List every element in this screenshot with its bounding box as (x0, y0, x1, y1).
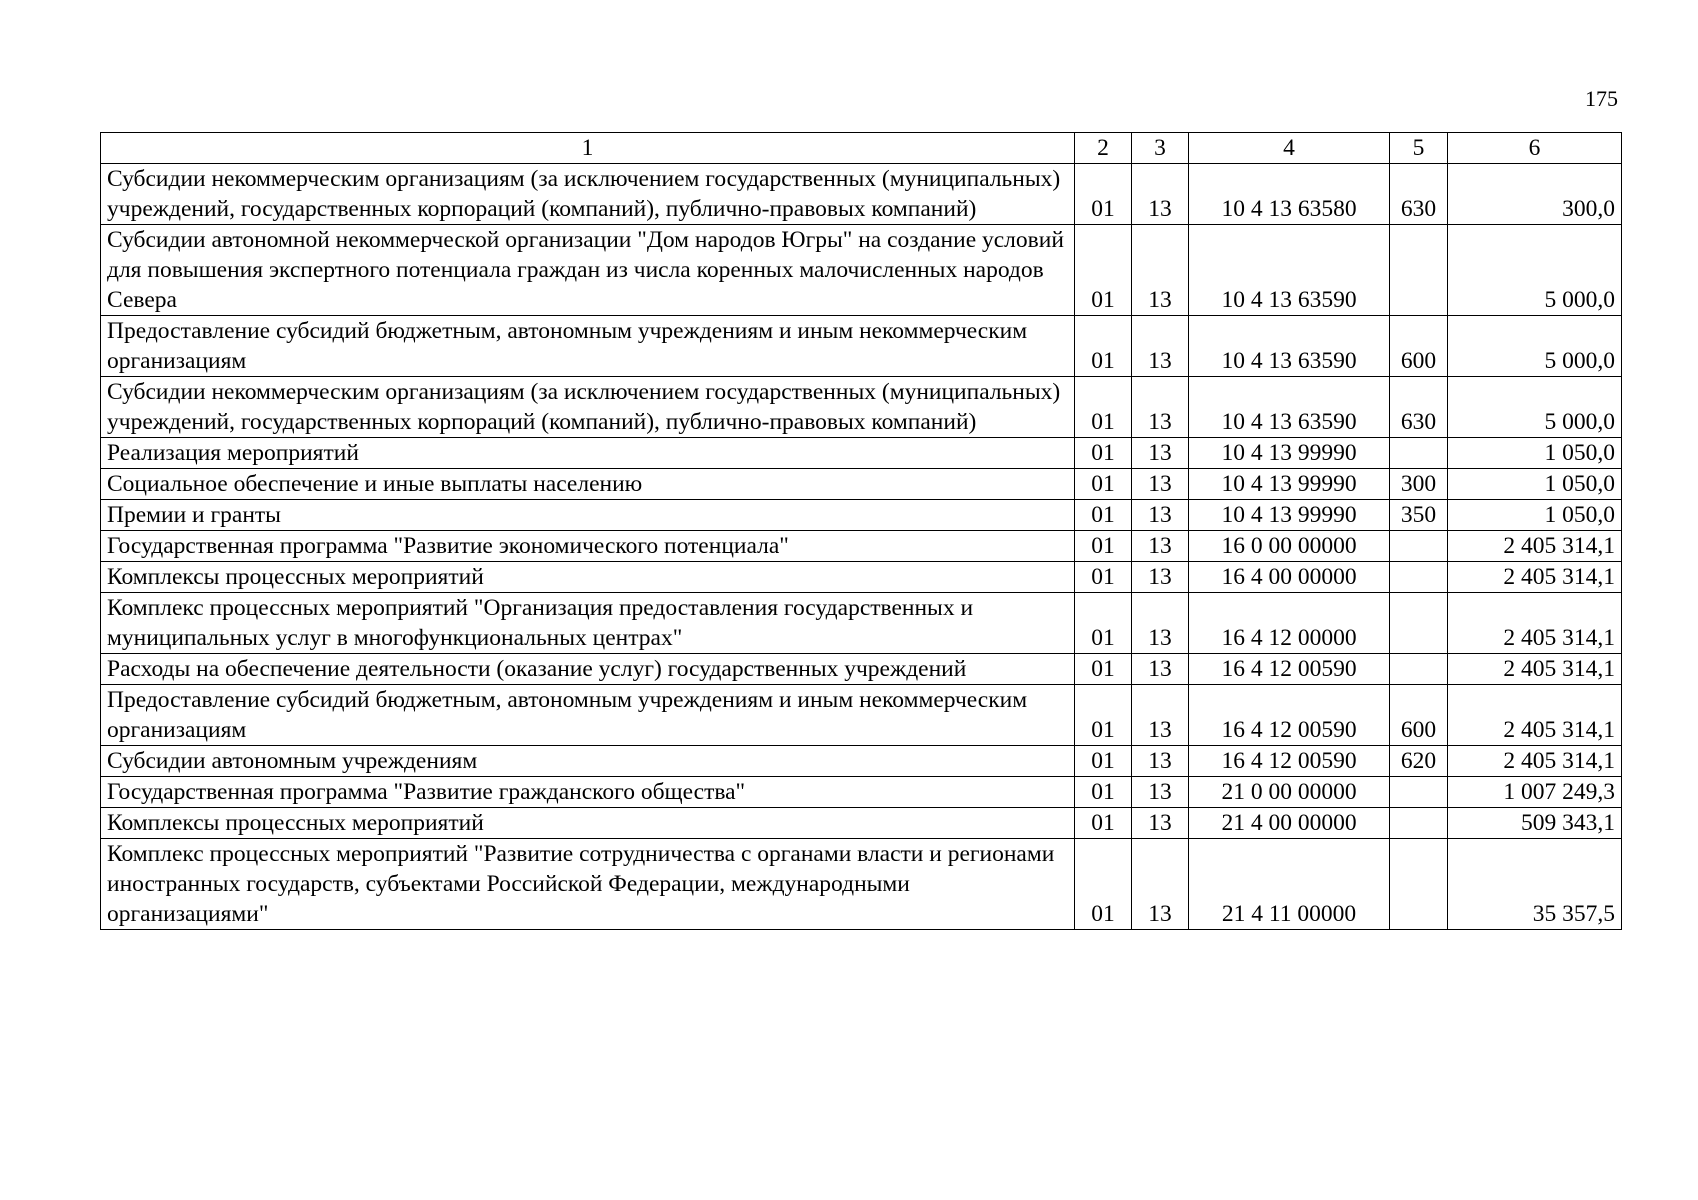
table-row (101, 316, 1622, 377)
table-row (101, 469, 1622, 500)
expense-type-code (1390, 531, 1448, 562)
table-row (101, 654, 1622, 685)
subsection-code: 13 (1132, 808, 1189, 839)
amount: 2 405 314,1 (1448, 593, 1622, 654)
target-item-code: 10 4 13 99990 (1189, 438, 1390, 469)
item-name: Социальное обеспечение и иные выплаты населению (101, 469, 1075, 500)
amount: 1 007 249,3 (1448, 777, 1622, 808)
section-code: 01 (1075, 593, 1132, 654)
budget-table (100, 132, 1622, 930)
item-name: Государственная программа "Развитие гражданского общества" (101, 777, 1075, 808)
item-name: Субсидии автономным учреждениям (101, 746, 1075, 777)
section-code: 01 (1075, 808, 1132, 839)
amount: 2 405 314,1 (1448, 685, 1622, 746)
subsection-code: 13 (1132, 746, 1189, 777)
item-name: Комплексы процессных мероприятий (101, 808, 1075, 839)
amount: 35 357,5 (1448, 839, 1622, 930)
expense-type-code: 620 (1390, 746, 1448, 777)
expense-type-code: 630 (1390, 377, 1448, 438)
item-name: Субсидии некоммерческим организациям (за исключением государственных (муниципальных) учреждений, государственных корпораций (компаний), публично-правовых компаний) (101, 377, 1075, 438)
target-item-code: 16 4 12 00590 (1189, 654, 1390, 685)
table-row (101, 839, 1622, 930)
section-code: 01 (1075, 316, 1132, 377)
amount: 1 050,0 (1448, 500, 1622, 531)
expense-type-code (1390, 593, 1448, 654)
subsection-code: 13 (1132, 654, 1189, 685)
amount: 509 343,1 (1448, 808, 1622, 839)
expense-type-code (1390, 839, 1448, 930)
table-row (101, 746, 1622, 777)
table-row (101, 377, 1622, 438)
table-row (101, 164, 1622, 225)
section-code: 01 (1075, 225, 1132, 316)
item-name: Предоставление субсидий бюджетным, автономным учреждениям и иным некоммерческим организациям (101, 316, 1075, 377)
section-code: 01 (1075, 469, 1132, 500)
target-item-code: 16 4 12 00590 (1189, 685, 1390, 746)
header-cell-3: 3 (1132, 133, 1189, 164)
expense-type-code (1390, 562, 1448, 593)
page-number: 175 (1585, 86, 1618, 111)
expense-type-code: 630 (1390, 164, 1448, 225)
table-row (101, 808, 1622, 839)
amount: 1 050,0 (1448, 469, 1622, 500)
header-cell-6: 6 (1448, 133, 1622, 164)
expense-type-code (1390, 777, 1448, 808)
expense-type-code (1390, 808, 1448, 839)
item-name: Комплекс процессных мероприятий "Развитие сотрудничества с органами власти и регионами иностранных государств, субъектами Российской Федерации, международными организациями" (101, 839, 1075, 930)
expense-type-code (1390, 225, 1448, 316)
target-item-code: 16 4 12 00000 (1189, 593, 1390, 654)
item-name: Расходы на обеспечение деятельности (оказание услуг) государственных учреждений (101, 654, 1075, 685)
target-item-code: 21 0 00 00000 (1189, 777, 1390, 808)
header-cell-4: 4 (1189, 133, 1390, 164)
amount: 300,0 (1448, 164, 1622, 225)
target-item-code: 16 4 00 00000 (1189, 562, 1390, 593)
table-row (101, 777, 1622, 808)
header-cell-5: 5 (1390, 133, 1448, 164)
expense-type-code: 600 (1390, 685, 1448, 746)
subsection-code: 13 (1132, 225, 1189, 316)
section-code: 01 (1075, 438, 1132, 469)
item-name: Субсидии автономной некоммерческой организации "Дом народов Югры" на создание условий для повышения экспертного потенциала граждан из числа коренных малочисленных народов Севера (101, 225, 1075, 316)
header-cell-2: 2 (1075, 133, 1132, 164)
table-row (101, 531, 1622, 562)
table-row (101, 685, 1622, 746)
item-name: Премии и гранты (101, 500, 1075, 531)
header-row (101, 133, 1622, 164)
target-item-code: 10 4 13 63580 (1189, 164, 1390, 225)
target-item-code: 10 4 13 63590 (1189, 377, 1390, 438)
subsection-code: 13 (1132, 839, 1189, 930)
section-code: 01 (1075, 377, 1132, 438)
subsection-code: 13 (1132, 500, 1189, 531)
amount: 5 000,0 (1448, 225, 1622, 316)
section-code: 01 (1075, 500, 1132, 531)
section-code: 01 (1075, 777, 1132, 808)
expense-type-code: 600 (1390, 316, 1448, 377)
table-row (101, 225, 1622, 316)
table-row (101, 500, 1622, 531)
subsection-code: 13 (1132, 562, 1189, 593)
subsection-code: 13 (1132, 316, 1189, 377)
subsection-code: 13 (1132, 438, 1189, 469)
item-name: Государственная программа "Развитие экономического потенциала" (101, 531, 1075, 562)
header-cell-1: 1 (101, 133, 1075, 164)
expense-type-code (1390, 438, 1448, 469)
amount: 2 405 314,1 (1448, 531, 1622, 562)
target-item-code: 10 4 13 99990 (1189, 500, 1390, 531)
expense-type-code: 300 (1390, 469, 1448, 500)
target-item-code: 21 4 00 00000 (1189, 808, 1390, 839)
table-row (101, 438, 1622, 469)
section-code: 01 (1075, 839, 1132, 930)
subsection-code: 13 (1132, 777, 1189, 808)
section-code: 01 (1075, 531, 1132, 562)
subsection-code: 13 (1132, 593, 1189, 654)
subsection-code: 13 (1132, 377, 1189, 438)
target-item-code: 16 4 12 00590 (1189, 746, 1390, 777)
expense-type-code (1390, 654, 1448, 685)
section-code: 01 (1075, 685, 1132, 746)
target-item-code: 10 4 13 63590 (1189, 316, 1390, 377)
amount: 2 405 314,1 (1448, 562, 1622, 593)
subsection-code: 13 (1132, 164, 1189, 225)
item-name: Предоставление субсидий бюджетным, автономным учреждениям и иным некоммерческим организациям (101, 685, 1075, 746)
expense-type-code: 350 (1390, 500, 1448, 531)
section-code: 01 (1075, 562, 1132, 593)
subsection-code: 13 (1132, 685, 1189, 746)
section-code: 01 (1075, 164, 1132, 225)
section-code: 01 (1075, 746, 1132, 777)
table-row (101, 562, 1622, 593)
item-name: Реализация мероприятий (101, 438, 1075, 469)
target-item-code: 21 4 11 00000 (1189, 839, 1390, 930)
section-code: 01 (1075, 654, 1132, 685)
target-item-code: 16 0 00 00000 (1189, 531, 1390, 562)
target-item-code: 10 4 13 99990 (1189, 469, 1390, 500)
item-name: Комплекс процессных мероприятий "Организация предоставления государственных и муниципальных услуг в многофункциональных центрах" (101, 593, 1075, 654)
amount: 2 405 314,1 (1448, 654, 1622, 685)
table-row (101, 593, 1622, 654)
target-item-code: 10 4 13 63590 (1189, 225, 1390, 316)
subsection-code: 13 (1132, 469, 1189, 500)
amount: 1 050,0 (1448, 438, 1622, 469)
item-name: Субсидии некоммерческим организациям (за исключением государственных (муниципальных) учреждений, государственных корпораций (компаний), публично-правовых компаний) (101, 164, 1075, 225)
amount: 5 000,0 (1448, 377, 1622, 438)
item-name: Комплексы процессных мероприятий (101, 562, 1075, 593)
amount: 2 405 314,1 (1448, 746, 1622, 777)
amount: 5 000,0 (1448, 316, 1622, 377)
subsection-code: 13 (1132, 531, 1189, 562)
